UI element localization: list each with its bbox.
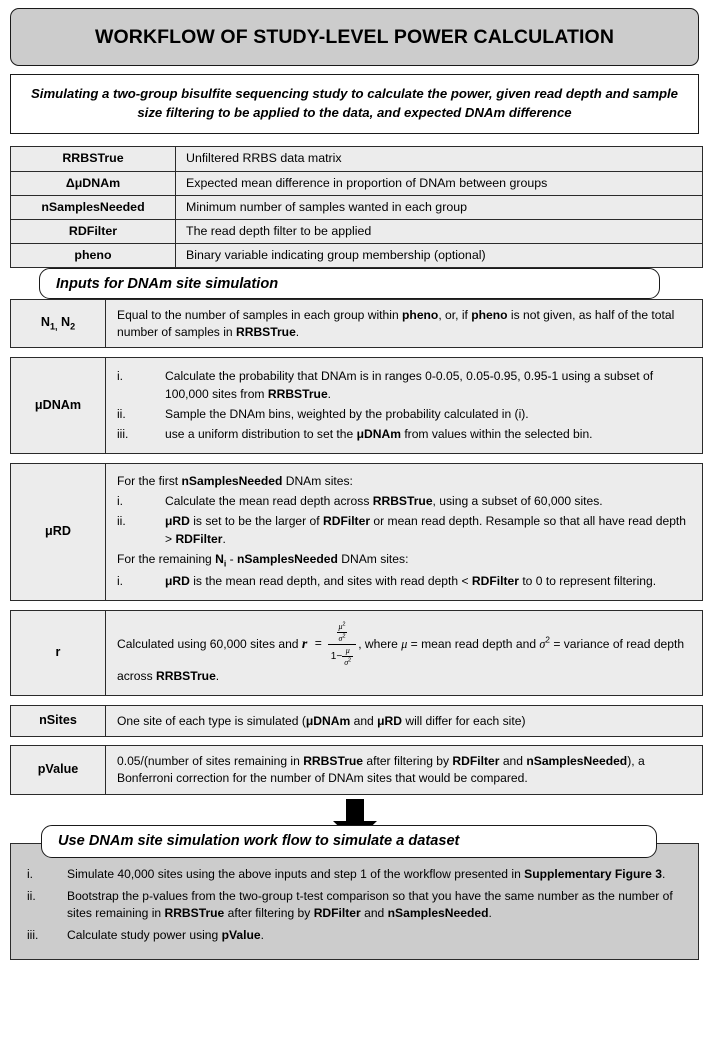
item-bold-1: RRBSTrue [267, 386, 328, 401]
r-formula-var: r [301, 636, 308, 652]
n-text-3: is not given, as half of the total number of samples in [117, 308, 675, 339]
list-marker: i. [117, 573, 124, 588]
param-description: Unfiltered RRBS data matrix [176, 147, 703, 171]
item-text-2: , using a subset of 60,000 sites. [432, 494, 603, 509]
murd-h2-post: DNAm sites: [337, 551, 409, 566]
n-bold-3: RRBSTrue [235, 324, 296, 339]
row-spacer [11, 737, 703, 746]
r-text-1: Calculated using 60,000 sites and [117, 636, 302, 651]
sigma-symbol: σ [338, 633, 343, 643]
one-minus: 1− [330, 650, 343, 662]
list-marker: i. [117, 494, 124, 509]
pvalue-bold-3: nSamplesNeeded [526, 754, 628, 769]
param-key: RDFilter [11, 219, 176, 243]
list-item [23, 927, 686, 944]
table-row-n [11, 300, 703, 348]
sigma-squared [337, 632, 348, 644]
table-row-r [11, 610, 703, 695]
mu-symbol: μ [338, 621, 343, 631]
bottom-section-label [41, 825, 657, 858]
item-text-1: use a uniform distribution to set the [165, 426, 357, 441]
r-sigma: σ [539, 636, 546, 651]
list-item [117, 573, 692, 590]
bottom-section [10, 825, 699, 961]
spec-value-mudnam [106, 358, 703, 454]
item-text-2: after filtering by [224, 905, 314, 920]
murd-list-1 [117, 493, 692, 548]
param-key: pheno [11, 243, 176, 267]
list-item [117, 513, 692, 547]
item-text-1: Calculate study power using [67, 928, 222, 943]
spec-value-murd [106, 464, 703, 601]
pvalue-bold-1: RRBSTrue [303, 754, 364, 769]
row-spacer [11, 454, 703, 464]
list-marker: ii. [27, 888, 36, 903]
table-row [11, 171, 703, 195]
spec-value-nsites [106, 705, 703, 737]
fraction-denominator [328, 644, 356, 668]
n-bold-2: pheno [471, 308, 508, 323]
nsites-bold-2: μRD [377, 713, 403, 728]
param-description: Binary variable indicating group membership (optional) [176, 243, 703, 267]
inputs-section-label [39, 268, 660, 299]
item-text-2: from values within the selected bin. [400, 426, 593, 441]
n-text-2: , or, if [438, 308, 472, 323]
nsites-text-2: and [350, 713, 378, 728]
table-row [11, 243, 703, 267]
murd-h1-pre: For the first [117, 474, 182, 489]
item-bold-1: μDNAm [356, 426, 401, 441]
mu-exponent: 2 [342, 621, 346, 628]
n-label-mid: N [57, 315, 71, 330]
item-text-3: . [222, 531, 226, 546]
n-bold-1: pheno [402, 308, 439, 323]
param-description: Minimum number of samples wanted in each group [176, 195, 703, 219]
item-text-2: . [661, 866, 666, 881]
item-bold-lead: μRD [165, 514, 190, 529]
sigma-squared-2 [342, 656, 353, 668]
row-spacer [11, 600, 703, 610]
param-key: nSamplesNeeded [11, 195, 176, 219]
item-text-1: is set to be the larger of [189, 514, 323, 529]
sigma-exponent: 2 [342, 633, 346, 640]
murd-h2-n: N [215, 551, 224, 566]
item-text-1: Bootstrap the p-values from the two-group t-test comparison so that you have the same number as the number of sites remaining in [67, 888, 673, 920]
pvalue-text-2: after filtering by [363, 754, 453, 769]
item-bold-2: RDFilter [175, 531, 223, 546]
n-label-main: N [40, 315, 50, 330]
numerator-inner-fraction [336, 621, 347, 644]
r-sigma-sup: 2 [545, 635, 550, 645]
spec-key-murd: μRD [11, 464, 106, 601]
item-text-1: Calculate the mean read depth across [165, 494, 373, 509]
item-text-1: Sample the DNAm bins, weighted by the probability calculated in (i). [165, 406, 529, 421]
spec-key-n [11, 300, 106, 348]
list-marker: ii. [117, 514, 126, 529]
spec-key-pvalue: pValue [11, 746, 106, 794]
item-bold-1: RDFilter [322, 514, 371, 529]
r-text-2: , where [358, 636, 402, 651]
item-text-2: . [327, 386, 332, 401]
inputs-spec-table [10, 299, 703, 795]
nsites-text-1: One site of each type is simulated ( [117, 713, 306, 728]
mu-squared [336, 621, 347, 632]
murd-h1-post: DNAm sites: [282, 474, 353, 489]
item-bold-1: RRBSTrue [164, 905, 225, 920]
spec-key-r: r [11, 610, 106, 695]
item-bold-1: RDFilter [471, 573, 519, 588]
list-item [117, 406, 692, 423]
murd-list-2 [117, 573, 692, 590]
param-description: Expected mean difference in proportion of DNAm between groups [176, 171, 703, 195]
figure-subtitle: Simulating a two-group bisulfite sequencing study to calculate the power, given read depth and sample size filtering to be applied to the data, and expected DNAm difference [30, 86, 679, 120]
item-bold-2: RDFilter [313, 905, 361, 920]
list-marker: i. [117, 369, 124, 384]
murd-h2-bold2: nSamplesNeeded [237, 551, 338, 566]
nsites-bold-1: μDNAm [305, 713, 351, 728]
item-text-2: . [260, 928, 264, 943]
table-row [11, 195, 703, 219]
murd-h2-n-sub: i [223, 558, 227, 569]
sigma-exponent-2: 2 [348, 657, 352, 664]
nsites-text-3: will differ for each site) [402, 713, 526, 728]
murd-h2-mid: - [226, 551, 238, 566]
mu-term [344, 645, 352, 656]
item-text-1: Simulate 40,000 sites using the above inputs and step 1 of the workflow presented in [67, 866, 525, 881]
n-text-1: Equal to the number of samples in each group within [117, 308, 403, 323]
murd-h1-bold: nSamplesNeeded [181, 474, 283, 489]
n-text-4: . [295, 324, 300, 339]
item-text-3: and [360, 905, 388, 920]
item-text-1: is the mean read depth, and sites with read depth < [189, 573, 472, 588]
spec-key-nsites: nSites [11, 705, 106, 737]
row-spacer [11, 695, 703, 705]
murd-heading-2 [117, 551, 692, 570]
item-text-1: Calculate the probability that DNAm is in ranges 0-0.05, 0.05-0.95, 0.95-1 using a subset of 100,000 sites from [165, 369, 654, 401]
item-bold-1: RRBSTrue [372, 494, 433, 509]
table-row [11, 219, 703, 243]
r-formula-fraction [328, 621, 356, 668]
r-text-4: = variance of read depth across [117, 636, 685, 683]
n-label-sub2: 2 [70, 321, 76, 332]
list-item [117, 493, 692, 510]
item-bold-1: pValue [221, 928, 261, 943]
mu-symbol-2: μ [345, 645, 350, 655]
pvalue-bold-2: RDFilter [452, 754, 500, 769]
table-row-nsites [11, 705, 703, 737]
item-bold-lead: μRD [165, 573, 190, 588]
n-label-sub1: 1, [49, 321, 58, 332]
table-row-mudnam [11, 358, 703, 454]
sigma-symbol-2: σ [344, 657, 349, 667]
list-item [23, 866, 686, 883]
list-marker: i. [27, 866, 34, 881]
item-text-2: to 0 to represent filtering. [518, 573, 657, 588]
item-bold-3: nSamplesNeeded [387, 905, 489, 920]
spec-value-n [106, 300, 703, 348]
list-item [23, 888, 686, 922]
mudnam-list [117, 368, 692, 443]
param-key: ΔμDNAm [11, 171, 176, 195]
inputs-section-label-text: Inputs for DNAm site simulation [56, 275, 279, 292]
list-item [117, 368, 692, 402]
fraction-numerator [333, 621, 350, 644]
figure-title-banner [10, 8, 699, 66]
pvalue-text-1: 0.05/(number of sites remaining in [117, 754, 304, 769]
list-marker: iii. [27, 928, 39, 943]
r-bold-1: RRBSTrue [155, 668, 216, 683]
r-formula-eq: = [314, 636, 322, 651]
list-marker: ii. [117, 406, 126, 421]
r-text-5: . [215, 668, 220, 683]
bottom-section-label-text: Use DNAm site simulation work flow to simulate a dataset [58, 833, 460, 850]
parameters-table [10, 146, 703, 268]
pvalue-text-4: ), a Bonferroni correction for the number of DNAm sites that would be compared. [117, 754, 645, 785]
param-key: RRBSTrue [11, 147, 176, 171]
denominator-inner-fraction [342, 645, 353, 668]
table-row-murd [11, 464, 703, 601]
row-spacer [11, 348, 703, 358]
item-text-4: . [488, 905, 492, 920]
murd-heading-1 [117, 473, 692, 490]
pvalue-text-3: and [499, 754, 527, 769]
bottom-list [23, 866, 686, 945]
spec-key-mudnam: μDNAm [11, 358, 106, 454]
figure-subtitle-box [10, 74, 699, 134]
page-title: WORKFLOW OF STUDY-LEVEL POWER CALCULATION [94, 25, 614, 48]
r-mu: μ [401, 636, 408, 651]
spec-value-pvalue [106, 746, 703, 794]
param-description: The read depth filter to be applied [176, 219, 703, 243]
spec-value-r [106, 610, 703, 695]
bottom-section-body [10, 843, 699, 961]
r-text-3: = mean read depth and [407, 636, 540, 651]
list-item [117, 426, 692, 443]
item-text-2: or mean read depth. Resample so that all have read depth > [165, 514, 687, 546]
murd-h2-pre: For the remaining [117, 551, 216, 566]
item-bold-1: Supplementary Figure 3 [524, 866, 662, 881]
table-row-pvalue [11, 746, 703, 794]
list-marker: iii. [117, 426, 129, 441]
table-row [11, 147, 703, 171]
